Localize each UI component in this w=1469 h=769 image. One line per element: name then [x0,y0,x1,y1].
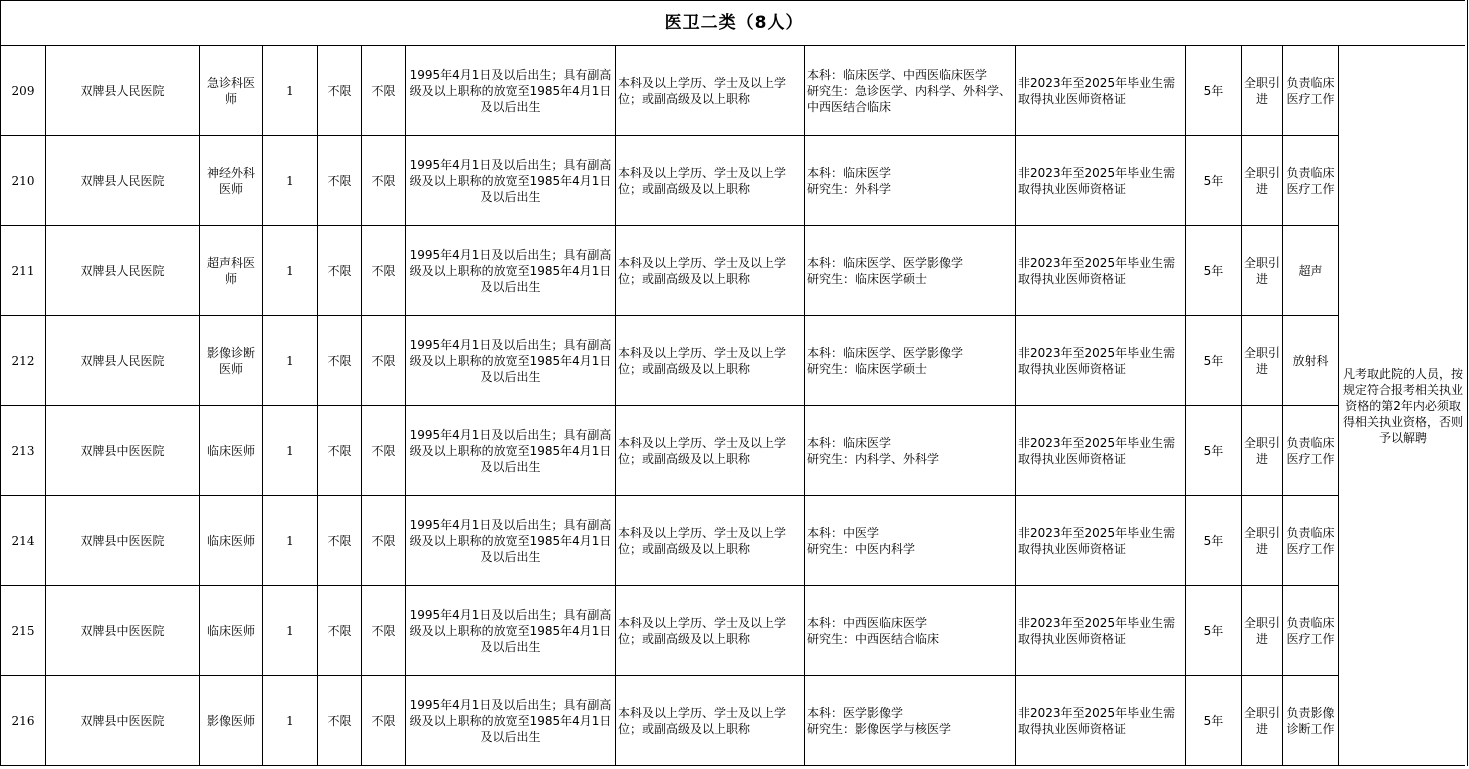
row-age: 1995年4月1日及以后出生；具有副高级及以上职称的放宽至1985年4月1日及以后出生 [406,406,616,496]
row-duty: 超声 [1283,226,1339,316]
title-row [1,1,1468,46]
table-row [1,406,1468,496]
row-education: 本科及以上学历、学士及以上学位；或副高级及以上职称 [616,406,805,496]
row-duty: 负责临床医疗工作 [1283,46,1339,136]
row-other-requirement: 非2023年至2025年毕业生需取得执业医师资格证 [1016,586,1186,676]
row-gender: 不限 [318,496,362,586]
row-service-period: 5年 [1186,676,1242,766]
row-ethnicity: 不限 [362,46,406,136]
row-position: 临床医师 [200,406,263,496]
row-education: 本科及以上学历、学士及以上学位；或副高级及以上职称 [616,136,805,226]
row-service-period: 5年 [1186,496,1242,586]
row-position: 影像诊断医师 [200,316,263,406]
row-id: 216 [1,676,46,766]
row-major-undergrad: 本科：中医学 [807,525,880,540]
row-unit: 双牌县人民医院 [46,136,200,226]
row-unit: 双牌县人民医院 [46,226,200,316]
row-other-requirement: 非2023年至2025年毕业生需取得执业医师资格证 [1016,406,1186,496]
row-age: 1995年4月1日及以后出生；具有副高级及以上职称的放宽至1985年4月1日及以后出生 [406,226,616,316]
row-age: 1995年4月1日及以后出生；具有副高级及以上职称的放宽至1985年4月1日及以后出生 [406,496,616,586]
row-major [805,586,1016,676]
row-major-undergrad: 本科：临床医学、医学影像学 [807,255,964,270]
row-gender: 不限 [318,586,362,676]
row-major-undergrad: 本科：临床医学 [807,165,892,180]
row-ethnicity: 不限 [362,676,406,766]
row-gender: 不限 [318,406,362,496]
row-duty: 负责临床医疗工作 [1283,136,1339,226]
row-major-undergrad: 本科：临床医学、医学影像学 [807,345,964,360]
row-age: 1995年4月1日及以后出生；具有副高级及以上职称的放宽至1985年4月1日及以后出生 [406,586,616,676]
row-unit: 双牌县人民医院 [46,316,200,406]
row-duty: 负责临床医疗工作 [1283,586,1339,676]
row-duty: 负责临床医疗工作 [1283,496,1339,586]
row-method: 全职引进 [1242,586,1283,676]
row-ethnicity: 不限 [362,226,406,316]
row-id: 211 [1,226,46,316]
row-age: 1995年4月1日及以后出生；具有副高级及以上职称的放宽至1985年4月1日及以后出生 [406,136,616,226]
row-major-undergrad: 本科：医学影像学 [807,705,904,720]
row-duty: 放射科 [1283,316,1339,406]
row-id: 209 [1,46,46,136]
table-row [1,136,1468,226]
row-method: 全职引进 [1242,406,1283,496]
row-method: 全职引进 [1242,316,1283,406]
row-major [805,316,1016,406]
row-major-postgrad: 研究生：影像医学与核医学 [807,721,952,736]
row-count: 1 [263,46,318,136]
row-major [805,676,1016,766]
table-row [1,46,1468,136]
row-education: 本科及以上学历、学士及以上学位；或副高级及以上职称 [616,676,805,766]
row-other-requirement: 非2023年至2025年毕业生需取得执业医师资格证 [1016,676,1186,766]
row-id: 214 [1,496,46,586]
row-unit: 双牌县人民医院 [46,46,200,136]
row-major-postgrad: 研究生：临床医学硕士 [807,361,928,376]
row-method: 全职引进 [1242,676,1283,766]
row-other-requirement: 非2023年至2025年毕业生需取得执业医师资格证 [1016,316,1186,406]
row-major-postgrad: 研究生：急诊医学、内科学、外科学、中西医结合临床 [807,83,1012,114]
row-unit: 双牌县中医医院 [46,676,200,766]
row-count: 1 [263,226,318,316]
row-duty: 负责影像诊断工作 [1283,676,1339,766]
row-other-requirement: 非2023年至2025年毕业生需取得执业医师资格证 [1016,46,1186,136]
row-ethnicity: 不限 [362,316,406,406]
table-row [1,676,1468,766]
row-major-postgrad: 研究生：中西医结合临床 [807,631,940,646]
row-major-undergrad: 本科：中西医临床医学 [807,615,928,630]
row-count: 1 [263,496,318,586]
row-method: 全职引进 [1242,226,1283,316]
row-method: 全职引进 [1242,136,1283,226]
row-major [805,406,1016,496]
row-major [805,46,1016,136]
row-id: 212 [1,316,46,406]
row-position: 临床医师 [200,586,263,676]
table-row [1,226,1468,316]
row-remark: 凡考取此院的人员，按规定符合报考相关执业资格的第2年内必须取得相关执业资格，否则予以解聘 [1339,46,1468,766]
row-age: 1995年4月1日及以后出生；具有副高级及以上职称的放宽至1985年4月1日及以后出生 [406,316,616,406]
row-major-undergrad: 本科：临床医学 [807,435,892,450]
row-count: 1 [263,316,318,406]
row-service-period: 5年 [1186,586,1242,676]
row-position: 神经外科医师 [200,136,263,226]
table-row [1,316,1468,406]
row-method: 全职引进 [1242,496,1283,586]
row-method: 全职引进 [1242,46,1283,136]
row-major [805,136,1016,226]
row-education: 本科及以上学历、学士及以上学位；或副高级及以上职称 [616,586,805,676]
row-other-requirement: 非2023年至2025年毕业生需取得执业医师资格证 [1016,136,1186,226]
row-service-period: 5年 [1186,136,1242,226]
row-ethnicity: 不限 [362,406,406,496]
row-ethnicity: 不限 [362,136,406,226]
row-education: 本科及以上学历、学士及以上学位；或副高级及以上职称 [616,496,805,586]
row-age: 1995年4月1日及以后出生；具有副高级及以上职称的放宽至1985年4月1日及以后出生 [406,676,616,766]
row-age: 1995年4月1日及以后出生；具有副高级及以上职称的放宽至1985年4月1日及以后出生 [406,46,616,136]
row-major [805,226,1016,316]
row-position: 超声科医师 [200,226,263,316]
right-edge [1465,0,1467,766]
row-unit: 双牌县中医医院 [46,496,200,586]
row-gender: 不限 [318,136,362,226]
row-ethnicity: 不限 [362,586,406,676]
row-position: 急诊科医师 [200,46,263,136]
row-unit: 双牌县中医医院 [46,586,200,676]
row-education: 本科及以上学历、学士及以上学位；或副高级及以上职称 [616,316,805,406]
row-service-period: 5年 [1186,226,1242,316]
row-service-period: 5年 [1186,46,1242,136]
row-count: 1 [263,586,318,676]
table-row [1,496,1468,586]
row-other-requirement: 非2023年至2025年毕业生需取得执业医师资格证 [1016,226,1186,316]
row-major-postgrad: 研究生：临床医学硕士 [807,271,928,286]
row-gender: 不限 [318,316,362,406]
row-position: 影像医师 [200,676,263,766]
row-gender: 不限 [318,226,362,316]
row-education: 本科及以上学历、学士及以上学位；或副高级及以上职称 [616,46,805,136]
row-major-postgrad: 研究生：内科学、外科学 [807,451,940,466]
row-other-requirement: 非2023年至2025年毕业生需取得执业医师资格证 [1016,496,1186,586]
row-duty: 负责临床医疗工作 [1283,406,1339,496]
row-service-period: 5年 [1186,316,1242,406]
row-count: 1 [263,406,318,496]
row-gender: 不限 [318,676,362,766]
row-id: 210 [1,136,46,226]
row-major-undergrad: 本科：临床医学、中西医临床医学 [807,67,988,82]
row-major-postgrad: 研究生：外科学 [807,181,892,196]
row-service-period: 5年 [1186,406,1242,496]
row-count: 1 [263,676,318,766]
row-ethnicity: 不限 [362,496,406,586]
row-unit: 双牌县中医医院 [46,406,200,496]
row-gender: 不限 [318,46,362,136]
row-id: 215 [1,586,46,676]
row-education: 本科及以上学历、学士及以上学位；或副高级及以上职称 [616,226,805,316]
table-title: 医卫二类（8人） [1,1,1468,46]
row-count: 1 [263,136,318,226]
row-position: 临床医师 [200,496,263,586]
table-row [1,586,1468,676]
row-major [805,496,1016,586]
row-major-postgrad: 研究生：中医内科学 [807,541,916,556]
row-id: 213 [1,406,46,496]
